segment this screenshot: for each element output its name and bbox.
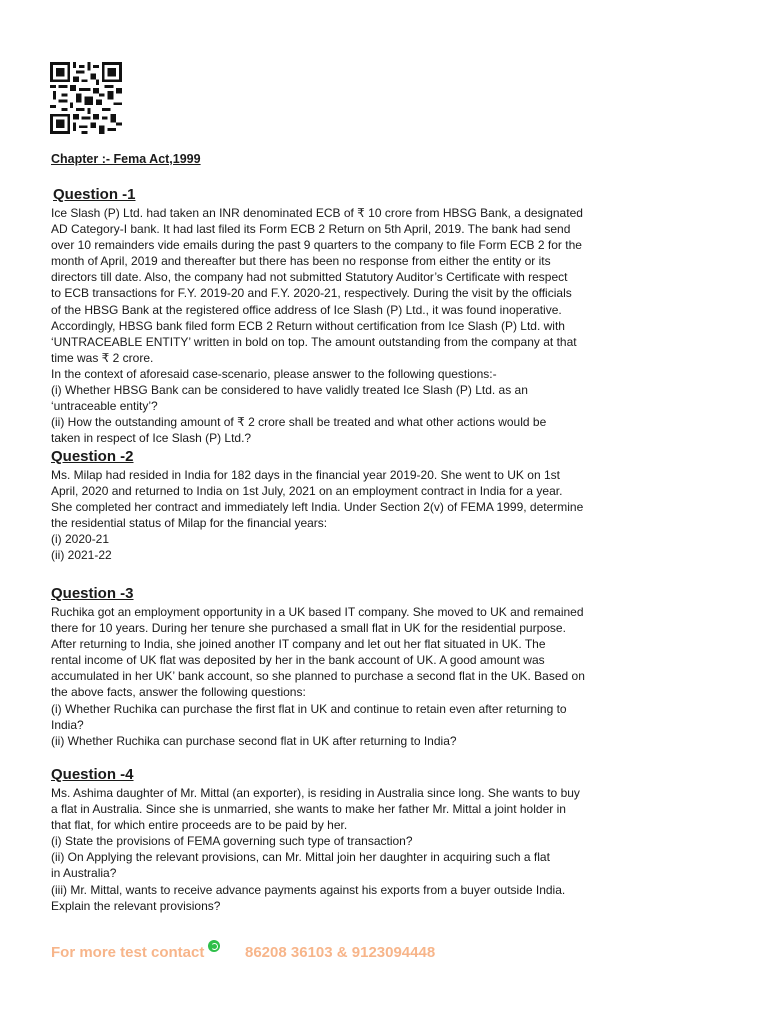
question-4: [51, 765, 691, 914]
question-text-line: (i) 2020-21: [51, 532, 110, 547]
question-text-line: the above facts, answer the following questions:: [51, 685, 306, 700]
question-text-line: a flat in Australia. Since she is unmarried, she wants to make her father Mr. Mittal a joint holder in: [51, 802, 566, 817]
question-text-line: (ii) How the outstanding amount of ₹ 2 crore shall be treated and what other actions would be: [51, 415, 547, 430]
question-text-line: Explain the relevant provisions?: [51, 898, 221, 913]
question-text-line: of the HBSG Bank at the registered office address of Ice Slash (P) Ltd., it was found inoperative.: [51, 302, 562, 317]
question-text-line: India?: [51, 717, 84, 732]
question-title: Question -3: [51, 585, 134, 602]
question-text-line: ‘untraceable entity’?: [51, 399, 158, 414]
question-text-line: She completed her contract and immediately left India. Under Section 2(v) of FEMA 1999, determine: [51, 500, 584, 515]
question-text-line: month of April, 2019 and thereafter but there has been no response from either the entity or its: [51, 254, 551, 269]
question-text-line: After returning to India, she joined another IT company and let out her flat situated in UK. The: [51, 637, 546, 652]
question-text-line: over 10 remainders vide emails during the past 9 quarters to the company to file Form ECB 2 for the: [51, 238, 582, 253]
question-text-line: April, 2020 and returned to India on 1st July, 2021 on an employment contract in India for a year.: [51, 484, 563, 499]
question-text-line: the residential status of Milap for the financial years:: [51, 516, 328, 531]
question-text-line: ‘UNTRACEABLE ENTITY’ written in bold on top. The amount outstanding from the company at that: [51, 334, 577, 349]
question-1: [51, 185, 691, 446]
qr-code: [50, 62, 122, 134]
question-text-line: In the context of aforesaid case-scenario, please answer to the following questions:-: [51, 366, 497, 381]
question-text-line: (i) State the provisions of FEMA governing such type of transaction?: [51, 834, 413, 849]
question-text-line: AD Category-I bank. It had last filed its Form ECB 2 Return on 5th April, 2019. The bank had send: [51, 222, 571, 237]
question-title: Question -4: [51, 766, 134, 783]
contact-label: For more test contact: [51, 944, 205, 961]
question-text-line: directors till date. Also, the company had not submitted Statutory Auditor’s Certificate with respect: [51, 270, 568, 285]
question-text-line: Ruchika got an employment opportunity in a UK based IT company. She moved to UK and remained: [51, 605, 584, 619]
question-text-line: accumulated in her UK’ bank account, so she planned to purchase a second flat in the UK. Based on: [51, 669, 585, 684]
question-text-line: time was ₹ 2 crore.: [51, 350, 154, 365]
question-text-line: Accordingly, HBSG bank filed form ECB 2 Return without certification from Ice Slash (P) Ltd. with: [51, 318, 565, 333]
question-text-line: (i) Whether HBSG Bank can be considered to have validly treated Ice Slash (P) Ltd. as an: [51, 383, 528, 398]
question-text-line: (ii) On Applying the relevant provisions, can Mr. Mittal join her daughter in acquiring such a flat: [51, 850, 550, 865]
question-text-line: there for 10 years. During her tenure she purchased a small flat in UK for the residential purpose.: [51, 621, 566, 636]
question-3: [51, 584, 691, 749]
question-text-line: (ii) Whether Ruchika can purchase second flat in UK after returning to India?: [51, 733, 457, 748]
question-text-line: Ms. Milap had resided in India for 182 days in the financial year 2019-20. She went to UK on 1st: [51, 468, 560, 482]
question-text-line: in Australia?: [51, 866, 117, 881]
question-text-line: Ice Slash (P) Ltd. had taken an INR denominated ECB of ₹ 10 crore from HBSG Bank, a designated: [51, 206, 583, 220]
question-text-line: to ECB transactions for F.Y. 2019-20 and F.Y. 2020-21, respectively. During the visit by the officials: [51, 286, 572, 301]
chapter-heading: Chapter :- Fema Act,1999: [51, 152, 201, 166]
question-text-line: Ms. Ashima daughter of Mr. Mittal (an exporter), is residing in Australia since long. She wants to buy: [51, 786, 580, 800]
question-title: Question -2: [51, 448, 134, 465]
contact-phones: 86208 36103 & 9123094448: [245, 944, 436, 961]
question-text-line: taken in respect of Ice Slash (P) Ltd.?: [51, 431, 252, 446]
question-text-line: rental income of UK flat was deposited by her in the bank account of UK. A good amount was: [51, 653, 545, 668]
question-text-line: (i) Whether Ruchika can purchase the first flat in UK and continue to retain even after returning to: [51, 701, 567, 716]
contact-footer: [51, 944, 511, 964]
question-2: [51, 447, 691, 564]
whatsapp-icon: [208, 940, 220, 952]
question-text-line: (ii) 2021-22: [51, 548, 112, 563]
question-title: Question -1: [53, 186, 136, 203]
question-text-line: (iii) Mr. Mittal, wants to receive advance payments against his exports from a buyer outside India.: [51, 882, 566, 897]
question-text-line: that flat, for which entire proceeds are to be paid by her.: [51, 818, 348, 833]
